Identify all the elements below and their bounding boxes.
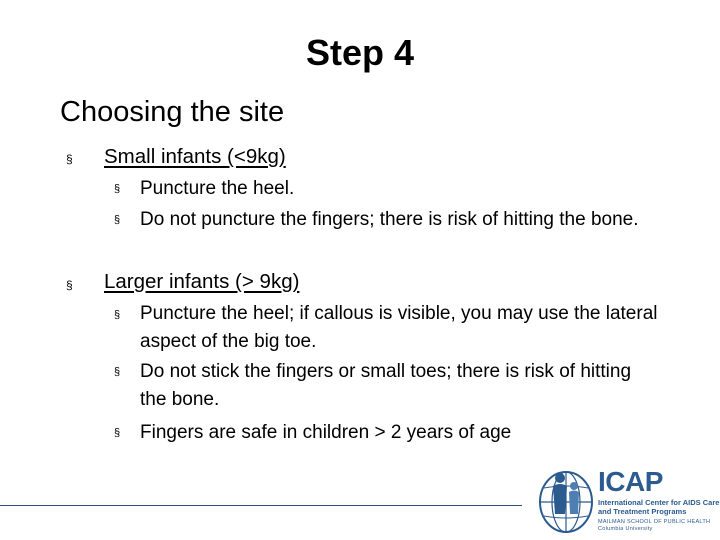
list-item: Do not stick the fingers or small toes; there is risk of hitting the bone.	[140, 361, 632, 410]
sub-bullet-marker: §	[114, 366, 121, 378]
list-item: Do not puncture the fingers; there is risk of hitting the bone.	[140, 209, 639, 230]
sub-bullet-marker: §	[114, 214, 121, 226]
list-item: Fingers are safe in children > 2 years of age	[140, 422, 512, 443]
icap-globe-logo-icon	[536, 462, 596, 539]
list-item: Puncture the heel; if callous is visible, you may use the lateral aspect of the big toe.	[140, 303, 658, 352]
logo-university: Columbia University	[598, 526, 653, 532]
slide-title: Step 4	[305, 32, 415, 73]
logo-school-name: MAILMAN SCHOOL OF PUBLIC HEALTH	[598, 519, 711, 525]
section-heading-small-infants: Small infants (<9kg)	[104, 145, 286, 168]
logo-brand-text: ICAP	[598, 466, 663, 497]
bullet-marker: §	[66, 152, 73, 166]
footer-divider	[0, 505, 522, 506]
logo-school	[598, 519, 720, 533]
sub-bullet-marker: §	[114, 309, 121, 321]
slide-subtitle: Choosing the site	[60, 96, 285, 128]
sub-bullet-marker: §	[114, 427, 121, 439]
section-heading-larger-infants: Larger infants (> 9kg)	[104, 270, 300, 293]
logo-tagline: International Center for AIDS Care and Treatment Programs	[598, 498, 720, 516]
list-item: Puncture the heel.	[140, 178, 295, 199]
bullet-marker: §	[66, 278, 73, 292]
sub-bullet-marker: §	[114, 183, 121, 195]
